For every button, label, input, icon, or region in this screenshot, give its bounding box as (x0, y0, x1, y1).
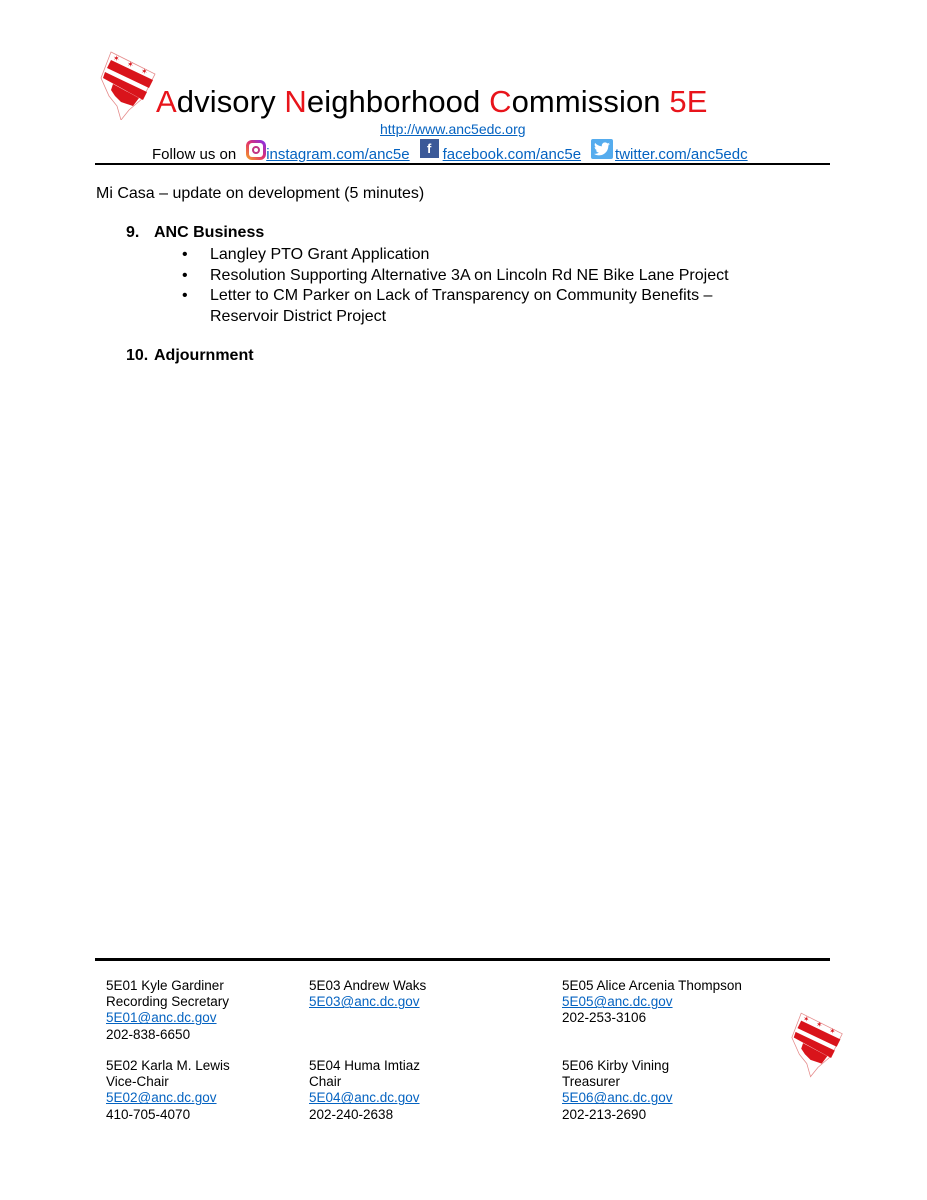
member-email-link[interactable]: 5E02@anc.dc.gov (106, 1090, 217, 1106)
member-card (106, 1058, 230, 1123)
section-number: 10. (126, 347, 149, 364)
svg-text:✶: ✶ (803, 1014, 810, 1024)
facebook-link[interactable]: facebook.com/anc5e (442, 146, 582, 163)
footer-divider (95, 958, 830, 961)
section-number: 9. (126, 224, 140, 241)
section-title: ANC Business (154, 224, 265, 241)
member-email-link[interactable]: 5E04@anc.dc.gov (309, 1090, 420, 1106)
svg-text:✶: ✶ (816, 1020, 823, 1030)
intro-text: Mi Casa – update on development (5 minutes) (96, 185, 425, 202)
svg-text:✶: ✶ (141, 67, 148, 76)
member-phone: 202-213-2690 (562, 1106, 647, 1122)
member-name: 5E03 Andrew Waks (309, 978, 427, 993)
title-part: dvisory (176, 84, 285, 119)
member-phone: 202-240-2638 (309, 1106, 394, 1122)
title-part: 5E (669, 84, 708, 119)
website-link[interactable]: http://www.anc5edc.org (380, 121, 526, 137)
member-name: 5E02 Karla M. Lewis (106, 1058, 230, 1073)
title-part: eighborhood (306, 84, 490, 119)
title-part: C (489, 84, 512, 119)
member-card (562, 1058, 673, 1123)
dc-flag-map-logo (99, 50, 159, 120)
member-name: 5E04 Huma Imtiaz (309, 1058, 421, 1073)
page-title (156, 84, 707, 120)
instagram-link[interactable]: instagram.com/anc5e (266, 146, 410, 163)
section-heading (126, 347, 254, 365)
svg-text:✶: ✶ (113, 54, 120, 63)
follow-label: Follow us on (152, 146, 237, 163)
member-card (106, 978, 229, 1043)
member-phone: 202-838-6650 (106, 1026, 191, 1042)
member-role: Recording Secretary (106, 994, 230, 1010)
list-item: • Langley PTO Grant Application (182, 245, 729, 266)
member-name: 5E06 Kirby Vining (562, 1058, 670, 1073)
member-phone: 202-253-3106 (562, 1010, 647, 1026)
member-email-link[interactable]: 5E03@anc.dc.gov (309, 994, 420, 1010)
title-part: A (156, 84, 177, 119)
list-item: • Letter to CM Parker on Lack of Transparency on Community Benefits – (182, 286, 729, 307)
member-email-link[interactable]: 5E06@anc.dc.gov (562, 1090, 673, 1106)
list-item: • Resolution Supporting Alternative 3A on Lincoln Rd NE Bike Lane Project (182, 266, 729, 287)
member-role: Vice-Chair (106, 1074, 169, 1090)
member-email-link[interactable]: 5E01@anc.dc.gov (106, 1010, 217, 1026)
agenda-bullet-list (182, 245, 729, 327)
member-role: Treasurer (562, 1074, 621, 1090)
twitter-icon (591, 139, 613, 159)
section-heading (126, 224, 264, 242)
facebook-icon: f (420, 139, 439, 158)
member-card (309, 1058, 420, 1123)
dc-flag-map-logo-footer (790, 1010, 846, 1078)
member-name: 5E01 Kyle Gardiner (106, 978, 224, 993)
member-name: 5E05 Alice Arcenia Thompson (562, 978, 742, 993)
twitter-link[interactable]: twitter.com/anc5edc (615, 146, 748, 163)
title-part: ommission (511, 84, 670, 119)
member-email-link[interactable]: 5E05@anc.dc.gov (562, 994, 673, 1010)
section-title: Adjournment (154, 347, 254, 364)
member-card (309, 978, 426, 1010)
member-phone: 410-705-4070 (106, 1106, 191, 1122)
member-role: Chair (309, 1074, 342, 1090)
list-item-continuation: Reservoir District Project (210, 307, 387, 325)
social-links-row (152, 137, 748, 163)
member-card (562, 978, 742, 1027)
title-part: N (284, 84, 307, 119)
svg-text:✶: ✶ (829, 1026, 836, 1036)
svg-text:✶: ✶ (127, 60, 134, 69)
instagram-icon (246, 140, 266, 160)
header-divider (95, 163, 830, 165)
